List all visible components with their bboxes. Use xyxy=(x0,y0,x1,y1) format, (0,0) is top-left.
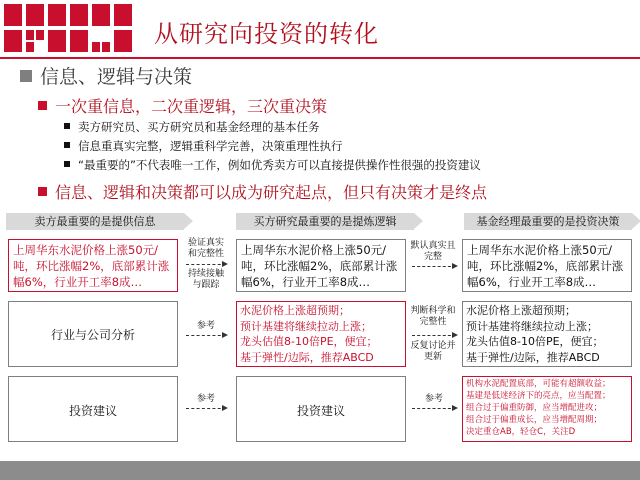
verify-label: 验证真实和完整性 xyxy=(187,238,224,259)
bullet-square-icon xyxy=(38,101,47,110)
arrow-right-icon xyxy=(412,408,456,409)
logic-line: 龙头估值8-10倍PE，便宜； xyxy=(466,335,604,348)
sub-point-3 xyxy=(64,157,481,173)
section-heading xyxy=(20,62,192,89)
sub-point-2 xyxy=(64,138,343,154)
decision-line: 决定重仓AB，轻仓C，关注D xyxy=(466,427,576,437)
sub-point-2-text: 信息重真实完整，逻辑重科学完善，决策重理性执行 xyxy=(78,139,343,153)
key-point-1-text: 一次重信息，二次重逻辑，三次重决策 xyxy=(55,97,328,116)
reference-label: 参考 xyxy=(196,321,215,331)
sub-point-1-text: 卖方研究员、买方研究员和基金经理的基本任务 xyxy=(78,120,320,134)
bullet-square-icon xyxy=(38,187,47,196)
decision-line: 组合过于偏重成长，应当增配周期； xyxy=(466,415,603,425)
sub-point-3-text: “最重要的”不代表唯一工作，例如优秀卖方可以直接提供操作性很强的投资建议 xyxy=(78,158,481,172)
sub-point-1 xyxy=(64,119,320,135)
track-label: 持续接触与跟踪 xyxy=(187,269,224,290)
logic-line: 基于弹性/边际，推荐ABCD xyxy=(466,350,600,364)
arrow-right-icon xyxy=(412,266,456,267)
buy-side-info-text: 上周华东水泥价格上涨50元/吨，环比涨幅2%，底部累计涨幅6%，行业开工率8成… xyxy=(241,243,398,289)
logic-line: 基于弹性/边际，推荐ABCD xyxy=(240,350,374,364)
column-header-fund-manager: 基金经理最重要的是投资决策 xyxy=(464,213,632,230)
arrow-right-icon xyxy=(186,408,226,409)
section-heading-text: 信息、逻辑与决策 xyxy=(40,66,193,88)
bullet-square-icon xyxy=(64,161,70,167)
column-header-buy-side: 买方研究最重要的是提炼逻辑 xyxy=(236,213,414,230)
logic-line: 预计基建将继续拉动上涨； xyxy=(240,319,372,333)
key-point-2-text: 信息、逻辑和决策都可以成为研究起点，但只有决策才是终点 xyxy=(55,183,488,202)
discuss-label: 反复讨论并更新 xyxy=(410,341,456,362)
column-header-sell-side: 卖方最重要的是提供信息 xyxy=(6,213,184,230)
key-point-1 xyxy=(38,94,327,117)
footer-bar xyxy=(0,461,640,480)
fund-manager-info-text: 上周华东水泥价格上涨50元/吨，环比涨幅2%，底部累计涨幅6%，行业开工率8成… xyxy=(467,243,624,289)
key-point-2 xyxy=(38,180,487,203)
bullet-square-icon xyxy=(64,142,70,148)
industry-analysis-label: 行业与公司分析 xyxy=(50,328,135,342)
decision-line: 机构水泥配置底部，可能有超额收益； xyxy=(466,379,611,389)
sell-side-advice-label: 投资建议 xyxy=(68,404,117,418)
sell-side-info-text: 上周华东水泥价格上涨50元/吨，环比涨幅2%，底部累计涨幅6%，行业开工率8成… xyxy=(13,243,170,289)
slide-title: 从研究向投资的转化 xyxy=(154,20,379,48)
buy-side-logic-text xyxy=(240,303,404,365)
reference-label: 参考 xyxy=(424,394,443,404)
slide-title-bar xyxy=(140,8,640,50)
decision-line: 组合过于偏重防御，应当增配进攻； xyxy=(466,403,603,413)
judge-label: 判断科学和完整性 xyxy=(410,306,456,327)
logic-line: 龙头估值8-10倍PE，便宜； xyxy=(240,335,378,348)
arrow-right-icon xyxy=(412,335,456,336)
fund-manager-logic-text xyxy=(466,303,630,365)
logic-line: 预计基建将继续拉动上涨； xyxy=(466,319,598,333)
assume-true-label: 默认真实且完整 xyxy=(410,241,456,262)
title-divider xyxy=(0,57,640,59)
bullet-square-icon xyxy=(64,123,70,129)
logic-line: 水泥价格上涨超预期； xyxy=(466,304,576,317)
arrow-right-icon xyxy=(186,335,226,336)
reference-label: 参考 xyxy=(196,394,215,404)
fund-manager-decision-text xyxy=(466,378,630,438)
arrow-right-icon xyxy=(186,264,226,265)
bullet-square-icon xyxy=(20,70,32,82)
company-logo xyxy=(0,0,135,58)
logic-line: 水泥价格上涨超预期； xyxy=(240,304,350,317)
decision-line: 基建是低迷经济下的亮点，应当配置； xyxy=(466,391,611,401)
buy-side-advice-label: 投资建议 xyxy=(296,404,345,418)
